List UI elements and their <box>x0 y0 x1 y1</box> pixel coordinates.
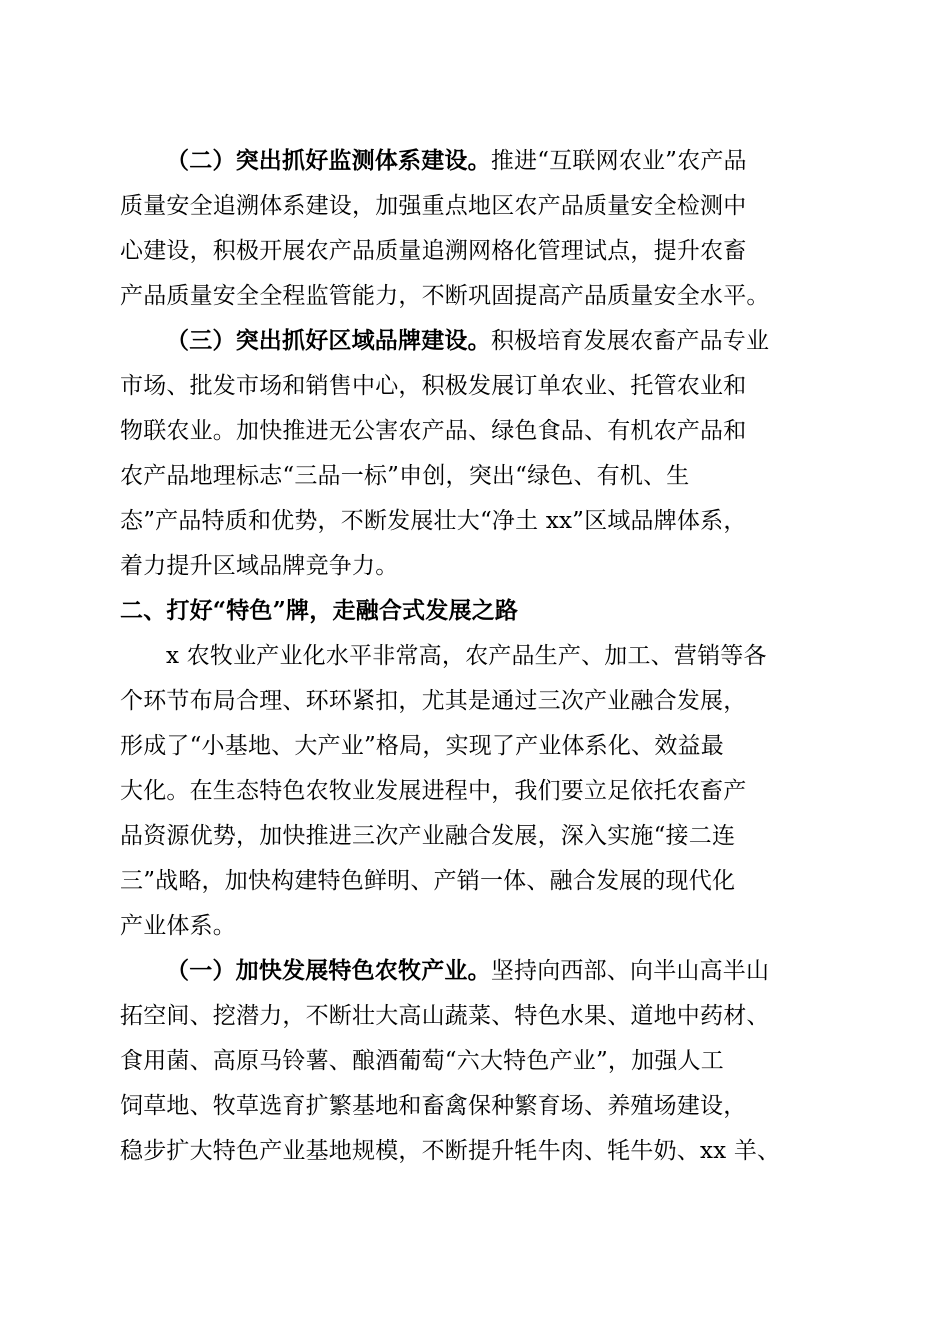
paragraph-two-lead: （二）突出抓好监测体系建设。 <box>166 147 491 174</box>
paragraph-one-line-4: 饲草地、牧草选育扩繁基地和畜禽保种繁育场、养殖场建设， <box>120 1093 747 1119</box>
paragraph-two-line-1 <box>166 146 747 176</box>
intro-line-6: 三”战略，加快构建特色鲜明、产销一体、融合发展的现代化 <box>120 868 736 894</box>
paragraph-three-line-1 <box>166 326 769 356</box>
paragraph-three-line-6: 着力提升区域品牌竞争力。 <box>120 553 399 579</box>
paragraph-three-line-3: 物联农业。加快推进无公害农产品、绿色食品、有机农产品和 <box>120 418 747 444</box>
intro-line-2: 个环节布局合理、环环紧扣，尤其是通过三次产业融合发展， <box>120 688 747 714</box>
paragraph-two-line-4: 产品质量安全全程监管能力，不断巩固提高产品质量安全水平。 <box>120 283 770 309</box>
paragraph-one-line-2: 拓空间、挖潜力，不断壮大高山蔬菜、特色水果、道地中药材、 <box>120 1003 770 1029</box>
paragraph-two-line-3: 心建设，积极开展农产品质量追溯网格化管理试点，提升农畜 <box>120 238 747 264</box>
paragraph-three-line-4: 农产品地理标志“三品一标”申创，突出“绿色、有机、生 <box>120 463 690 489</box>
paragraph-three-line-2: 市场、批发市场和销售中心，积极发展订单农业、托管农业和 <box>120 373 747 399</box>
paragraph-one-line-3: 食用菌、高原马铃薯、酿酒葡萄“六大特色产业”，加强人工 <box>120 1048 724 1074</box>
intro-line-4: 大化。在生态特色农牧业发展进程中，我们要立足依托农畜产 <box>120 778 747 804</box>
intro-line-7: 产业体系。 <box>120 913 236 939</box>
paragraph-one-line-5: 稳步扩大特色产业基地规模，不断提升牦牛肉、牦牛奶、xx 羊、 <box>120 1138 781 1164</box>
paragraph-three-line-5: 态”产品特质和优势，不断发展壮大“净土 xx”区域品牌体系， <box>120 508 747 534</box>
paragraph-one-text: 坚持向西部、向半山高半山 <box>490 958 770 984</box>
paragraph-three-text: 积极培育发展农畜产品专业 <box>490 328 770 354</box>
paragraph-two-line-2: 质量安全追溯体系建设，加强重点地区农产品质量安全检测中 <box>120 193 747 219</box>
paragraph-one-line-1 <box>166 956 769 986</box>
section-heading: 二、打好“特色”牌，走融合式发展之路 <box>120 597 519 624</box>
intro-line-3: 形成了“小基地、大产业”格局，实现了产业体系化、效益最 <box>120 733 724 759</box>
intro-line-1: x 农牧业产业化水平非常高，农产品生产、加工、营销等各 <box>166 643 767 669</box>
paragraph-one-lead: （一）加快发展特色农牧产业。 <box>166 957 491 984</box>
paragraph-three-lead: （三）突出抓好区域品牌建设。 <box>166 327 491 354</box>
paragraph-two-text: 推进“互联网农业”农产品 <box>490 148 747 174</box>
intro-line-5: 品资源优势，加快推进三次产业融合发展，深入实施“接二连 <box>120 823 736 849</box>
